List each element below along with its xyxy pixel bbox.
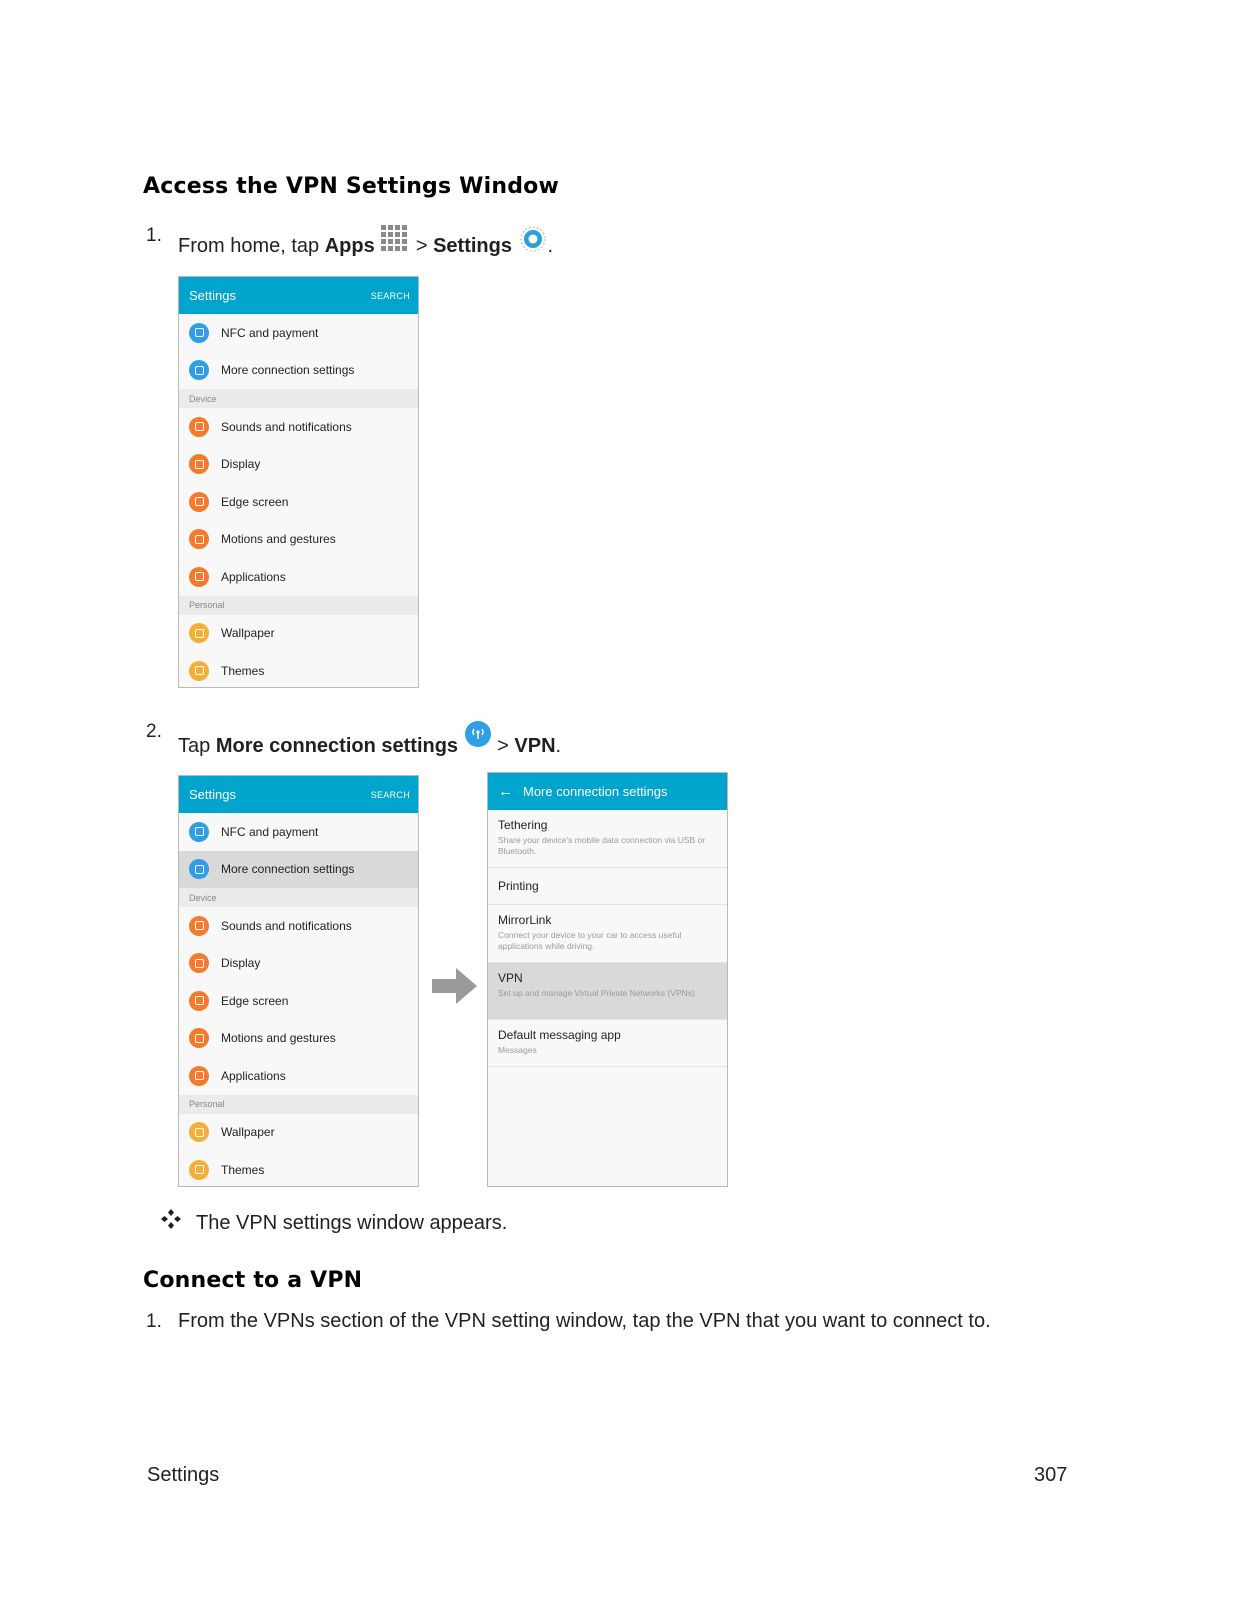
separator: > bbox=[410, 235, 434, 257]
themes-icon bbox=[189, 1160, 209, 1180]
item-label: Sounds and notifications bbox=[221, 918, 352, 933]
item-label: More connection settings bbox=[221, 363, 355, 378]
settings-app-bar bbox=[179, 277, 418, 314]
settings-item-display[interactable] bbox=[179, 945, 418, 983]
settings-item-themes[interactable] bbox=[179, 652, 418, 688]
edge-screen-icon bbox=[189, 991, 209, 1011]
section-label-personal: Personal bbox=[179, 1095, 418, 1114]
item-label: More connection settings bbox=[221, 862, 355, 877]
item-label: Wallpaper bbox=[221, 626, 275, 641]
item-label: Display bbox=[221, 457, 261, 472]
connection-icon bbox=[464, 720, 492, 754]
item-title: Default messaging app bbox=[498, 1028, 621, 1042]
step-number: 1. bbox=[146, 225, 162, 246]
settings-item-sounds[interactable] bbox=[179, 907, 418, 945]
item-subtitle: Connect your device to your car to access useful applications while driving. bbox=[498, 930, 682, 951]
more-item-vpn[interactable] bbox=[488, 963, 727, 1020]
item-label: Edge screen bbox=[221, 494, 289, 509]
settings-item-applications[interactable] bbox=[179, 1057, 418, 1095]
item-label: Edge screen bbox=[221, 993, 289, 1008]
section-label-personal: Personal bbox=[179, 596, 418, 615]
item-subtitle: Messages bbox=[498, 1045, 537, 1055]
settings-item-sounds[interactable] bbox=[179, 408, 418, 446]
settings-item-nfc[interactable] bbox=[179, 314, 418, 352]
settings-item-edge[interactable] bbox=[179, 982, 418, 1020]
step-2-instruction bbox=[178, 720, 561, 758]
section-heading-access-vpn: Access the VPN Settings Window bbox=[143, 174, 560, 199]
step-number: 2. bbox=[146, 721, 162, 742]
item-title: VPN bbox=[498, 971, 523, 985]
apps-grid-icon bbox=[380, 224, 410, 260]
item-label: Sounds and notifications bbox=[221, 419, 352, 434]
arrow-right-icon bbox=[430, 964, 480, 1013]
display-icon bbox=[189, 454, 209, 474]
item-title: MirrorLink bbox=[498, 913, 552, 927]
more-item-mirrorlink[interactable] bbox=[488, 905, 727, 963]
settings-item-more-connection[interactable] bbox=[179, 352, 418, 390]
settings-screenshot bbox=[178, 276, 419, 688]
connect-step-1-instruction: From the VPNs section of the VPN setting window, tap the VPN that you want to connect to. bbox=[178, 1310, 991, 1332]
item-label: Wallpaper bbox=[221, 1125, 275, 1140]
settings-item-edge[interactable] bbox=[179, 483, 418, 521]
item-label: Motions and gestures bbox=[221, 532, 336, 547]
settings-app-bar bbox=[179, 776, 418, 813]
section-label-device: Device bbox=[179, 389, 418, 408]
wallpaper-icon bbox=[189, 623, 209, 643]
edge-screen-icon bbox=[189, 492, 209, 512]
step-number: 1. bbox=[146, 1311, 162, 1332]
app-bar-title: Settings bbox=[189, 787, 236, 802]
sound-icon bbox=[189, 417, 209, 437]
more-connection-app-bar bbox=[488, 773, 727, 810]
settings-label: Settings bbox=[433, 235, 512, 257]
nfc-icon bbox=[189, 323, 209, 343]
step-text: Tap bbox=[178, 735, 216, 757]
settings-item-wallpaper[interactable] bbox=[179, 615, 418, 653]
settings-screenshot-highlighted bbox=[178, 775, 419, 1187]
item-title: Printing bbox=[498, 879, 539, 893]
result-bullet-icon bbox=[160, 1208, 182, 1235]
item-label: Themes bbox=[221, 663, 265, 678]
item-label: Motions and gestures bbox=[221, 1031, 336, 1046]
item-subtitle: Set up and manage Virtual Private Networks (VPNs). bbox=[498, 988, 698, 998]
section-heading-connect-vpn: Connect to a VPN bbox=[143, 1268, 363, 1293]
settings-item-nfc[interactable] bbox=[179, 813, 418, 851]
step-1-instruction bbox=[178, 224, 553, 260]
more-item-printing[interactable] bbox=[488, 868, 727, 905]
separator: > bbox=[491, 735, 515, 757]
step-text: From home, tap bbox=[178, 235, 325, 257]
applications-icon bbox=[189, 567, 209, 587]
app-bar-title: Settings bbox=[189, 288, 236, 303]
settings-item-wallpaper[interactable] bbox=[179, 1114, 418, 1152]
back-arrow-icon[interactable]: ← bbox=[498, 783, 513, 800]
settings-item-display[interactable] bbox=[179, 446, 418, 484]
more-item-tethering[interactable] bbox=[488, 810, 727, 868]
settings-item-more-connection[interactable] bbox=[179, 851, 418, 889]
applications-icon bbox=[189, 1066, 209, 1086]
result-text: The VPN settings window appears. bbox=[196, 1212, 508, 1234]
item-label: Applications bbox=[221, 1068, 286, 1083]
more-connection-label: More connection settings bbox=[215, 735, 459, 757]
item-title: Tethering bbox=[498, 818, 548, 832]
item-label: Applications bbox=[221, 569, 286, 584]
more-item-default-messaging[interactable] bbox=[488, 1020, 727, 1067]
item-label: Display bbox=[221, 956, 261, 971]
settings-item-motions[interactable] bbox=[179, 1020, 418, 1058]
vpn-label: VPN bbox=[514, 735, 556, 757]
settings-gear-icon bbox=[518, 224, 548, 260]
wallpaper-icon bbox=[189, 1122, 209, 1142]
nfc-icon bbox=[189, 822, 209, 842]
search-button[interactable]: SEARCH bbox=[370, 290, 410, 301]
step-end: . bbox=[547, 235, 554, 257]
app-bar-title: More connection settings bbox=[523, 784, 668, 799]
footer-section-name: Settings bbox=[147, 1464, 220, 1486]
themes-icon bbox=[189, 661, 209, 681]
item-label: Themes bbox=[221, 1162, 265, 1177]
footer-page-number: 307 bbox=[1034, 1464, 1068, 1486]
item-label: NFC and payment bbox=[221, 325, 319, 340]
sound-icon bbox=[189, 916, 209, 936]
step-end: . bbox=[555, 735, 562, 757]
display-icon bbox=[189, 953, 209, 973]
more-connection-screenshot bbox=[487, 772, 728, 1187]
motion-icon bbox=[189, 529, 209, 549]
search-button[interactable]: SEARCH bbox=[370, 789, 410, 800]
apps-label: Apps bbox=[324, 235, 375, 257]
settings-item-motions[interactable] bbox=[179, 521, 418, 559]
motion-icon bbox=[189, 1028, 209, 1048]
section-label-device: Device bbox=[179, 888, 418, 907]
settings-item-themes[interactable] bbox=[179, 1151, 418, 1187]
connection-icon bbox=[189, 859, 209, 879]
item-label: NFC and payment bbox=[221, 824, 319, 839]
connection-icon bbox=[189, 360, 209, 380]
item-subtitle: Share your device's mobile data connection via USB or Bluetooth. bbox=[498, 835, 706, 856]
settings-item-applications[interactable] bbox=[179, 558, 418, 596]
